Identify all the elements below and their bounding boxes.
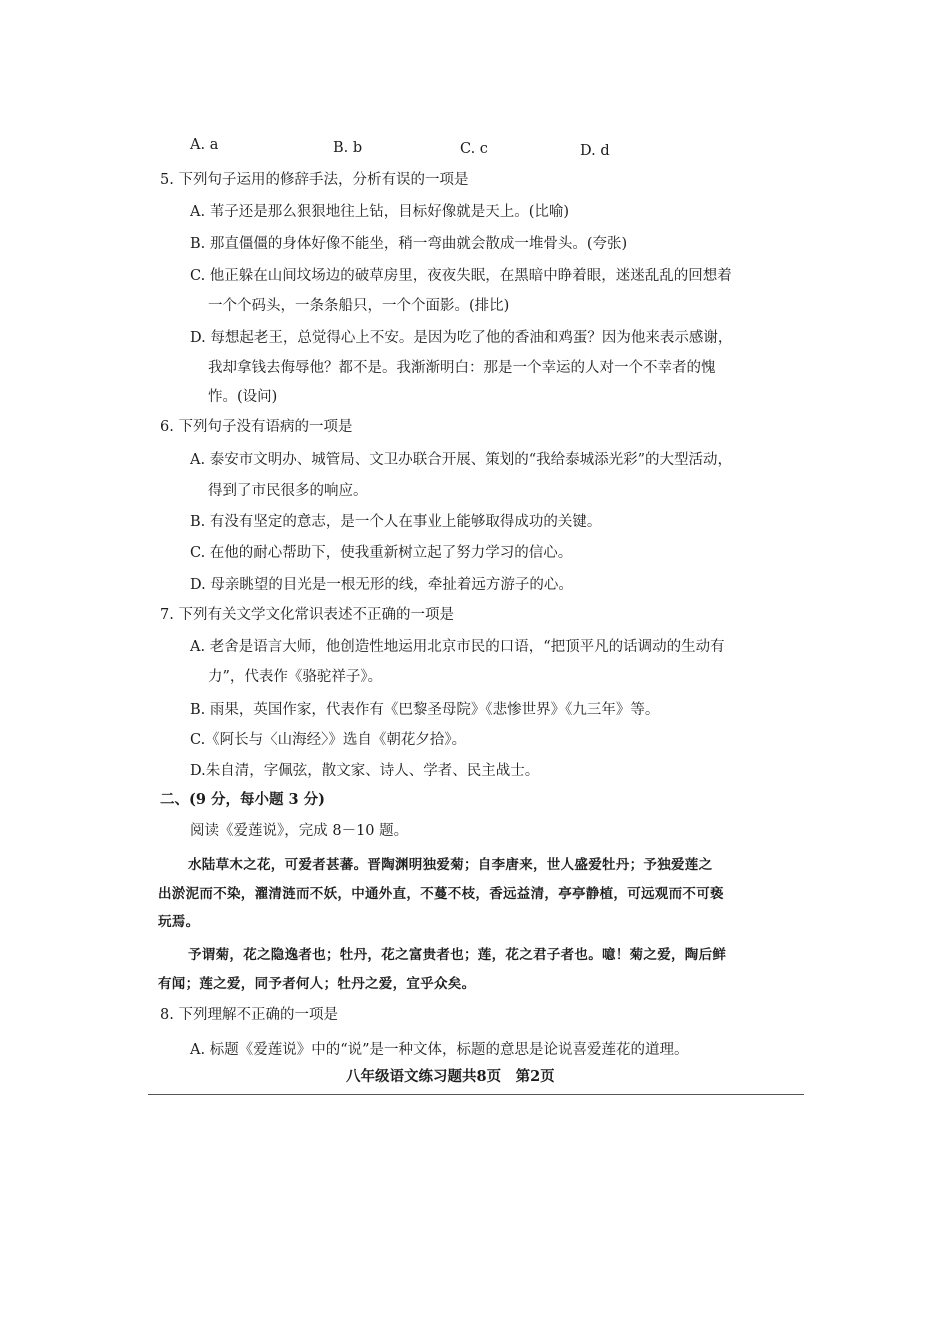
question-5-stem: 5. 下列句子运用的修辞手法，分析有误的一项是 [160,172,469,188]
question-5-line: 我却拿钱去侮辱他？都不是。我渐渐明白：那是一个幸运的人对一个不幸者的愧 [208,360,716,376]
question-7-line: C.《阿长与〈山海经〉》选自《朝花夕拾》。 [190,732,467,748]
question-8-stem: 8. 下列理解不正确的一项是 [160,1007,338,1023]
option-d: D. d [580,143,610,159]
question-7-line: A. 老舍是语言大师，他创造性地运用北京市民的口语，“把顶平凡的话调动的生动有 [190,639,725,655]
question-8-line: A. 标题《爱莲说》中的“说”是一种文体，标题的意思是论说喜爱莲花的道理。 [190,1042,689,1058]
footer-divider [148,1094,804,1095]
page-footer: 八年级语文练习题共8页 第2页 [346,1068,555,1085]
question-5-line: 怍。(设问) [208,389,278,405]
question-6-line: C. 在他的耐心帮助下，使我重新树立起了努力学习的信心。 [190,545,573,561]
question-7-line: D.朱自清，字佩弦，散文家、诗人、学者、民主战士。 [190,763,540,779]
question-7-line: B. 雨果，英国作家，代表作有《巴黎圣母院》《悲惨世界》《九三年》等。 [190,702,660,718]
question-6-line: 得到了市民很多的响应。 [208,483,368,499]
option-c: C. c [460,141,488,157]
question-5-line: A. 苇子还是那么狠狠地往上钻，目标好像就是天上。(比喻) [190,204,570,220]
question-5-line: 一个个码头，一条条船只，一个个面影。(排比) [208,298,510,314]
option-b: B. b [333,140,363,156]
reading-instruction: 阅读《爱莲说》，完成 8－10 题。 [190,823,409,839]
option-a: A. a [190,137,219,153]
question-6-line: B. 有没有坚定的意志，是一个人在事业上能够取得成功的关键。 [190,514,602,530]
question-6-stem: 6. 下列句子没有语病的一项是 [160,419,353,435]
essay-line: 有闻；莲之爱，同予者何人；牡丹之爱，宜乎众矣。 [158,976,476,992]
section-heading: 二、(9 分，每小题 3 分) [160,791,326,808]
question-5-line: D. 每想起老王，总觉得心上不安。是因为吃了他的香油和鸡蛋？因为他来表示感谢， [190,330,733,346]
question-5-line: C. 他正躲在山间坟场边的破草房里，夜夜失眠，在黑暗中睁着眼，迷迷乱乱的回想着 [190,268,732,284]
question-6-line: A. 泰安市文明办、城管局、文卫办联合开展、策划的“我给泰城添光彩”的大型活动， [190,452,733,468]
question-5-line: B. 那直僵僵的身体好像不能坐，稍一弯曲就会散成一堆骨头。(夸张) [190,236,628,252]
question-7-stem: 7. 下列有关文学文化常识表述不正确的一项是 [160,607,454,623]
question-7-line: 力”，代表作《骆驼祥子》。 [208,669,383,685]
essay-line: 予谓菊，花之隐逸者也；牡丹，花之富贵者也；莲，花之君子者也。噫！菊之爱，陶后鲜 [188,947,727,963]
essay-line: 水陆草木之花，可爱者甚蕃。晋陶渊明独爱菊；自李唐来，世人盛爱牡丹；予独爱莲之 [188,857,713,873]
question-6-line: D. 母亲眺望的目光是一根无形的线，牵扯着远方游子的心。 [190,577,573,593]
essay-line: 玩焉。 [158,914,200,930]
essay-line: 出淤泥而不染，濯清涟而不妖，中通外直，不蔓不枝，香远益清，亭亭静植，可远观而不可亵 [158,886,724,902]
